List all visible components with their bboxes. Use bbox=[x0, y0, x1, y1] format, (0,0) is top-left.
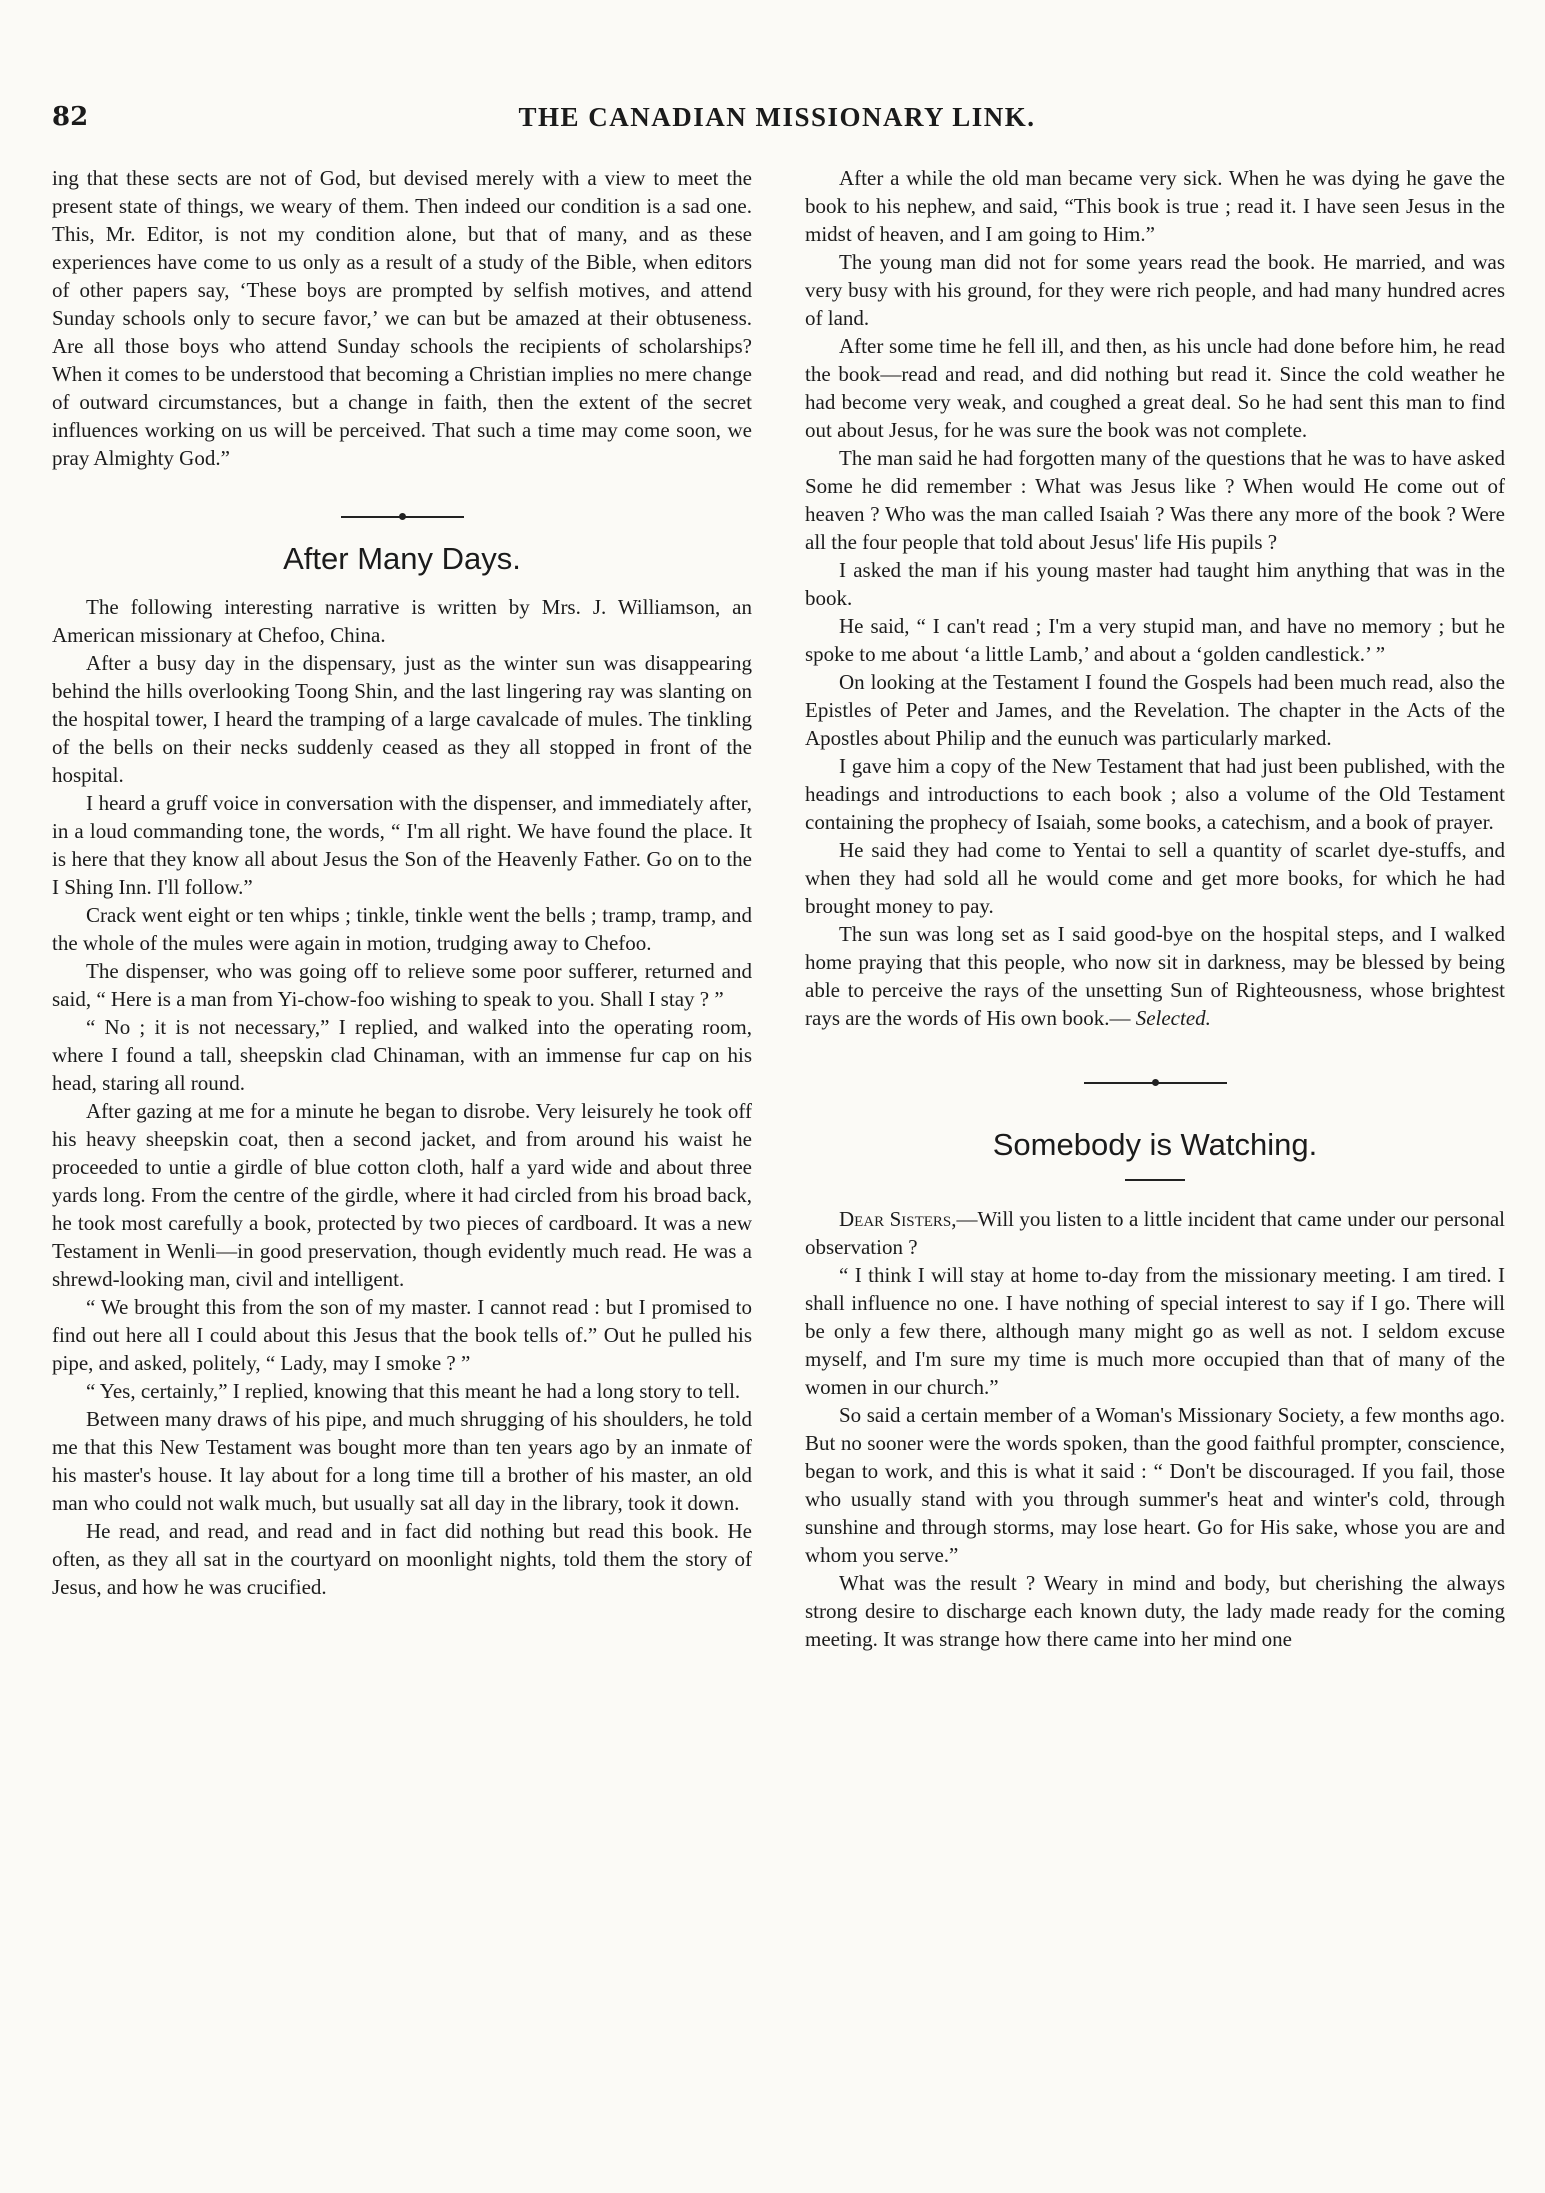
page-header bbox=[52, 100, 1502, 140]
article-source: Selected. bbox=[1135, 1006, 1211, 1030]
article-paragraph: “ We brought this from the son of my master. I cannot read : but I promised to find out here all I could about this Jesus that the book tells of.” Out he pulled his pipe, and asked, politely, “ Lady, may I smoke ? ” bbox=[52, 1295, 752, 1375]
continuation-paragraph: ing that these sects are not of God, but devised merely with a view to meet the present state of things, we weary of them. Then indeed our condition is a sad one. This, Mr. Editor, is not my condition alone, but that of many, and as these experiences have come to us only as a result of a study of the Bible, when editors of other papers say, ‘These boys are prompted by selfish motives, and attend Sunday schools only to secure favor,’ we can but be amazed at their obtuseness. Are all those boys who attend Sunday schools the recipients of scholarships? When it comes to be understood that becoming a Christian implies no mere change of outward circumstances, but a change in faith, then the extent of the secret influences working on us will be perceived. That such a time may come soon, we pray Almighty God.” bbox=[52, 166, 752, 470]
article-paragraph: The man said he had forgotten many of the questions that he was to have asked Some he did remember : What was Jesus like ? When would He come out of heaven ? Who was the man called Isaiah ? Was there any more of the book ? Were all the four people that told about Jesus' life His pupils ? bbox=[805, 446, 1505, 554]
article-paragraph: After gazing at me for a minute he began to disrobe. Very leisurely he took off his heavy sheepskin coat, then a second jacket, and from around his waist he proceeded to untie a girdle of blue cotton cloth, half a yard wide and about three yards long. From the centre of the girdle, where it had circled from his broad back, he took most carefully a book, protected by two pieces of cardboard. It was a new Testament in Wenli—in good preservation, though evidently much read. He was a shrewd-looking man, civil and intelligent. bbox=[52, 1099, 752, 1291]
article-paragraph: After a busy day in the dispensary, just as the winter sun was disappearing behind the hills overlooking Toong Shin, and the last lingering ray was slanting on the hospital tower, I heard the tramping of a large cavalcade of mules. The tinkling of the bells on their necks suddenly ceased as they all stopped in front of the hospital. bbox=[52, 651, 752, 787]
section-divider bbox=[52, 506, 752, 525]
article-paragraph: I gave him a copy of the New Testament that had just been published, with the headings and introductions to each book ; also a volume of the Old Testament containing the prophecy of Isaiah, some books, a catechism, and a book of prayer. bbox=[805, 754, 1505, 834]
article-paragraph: After a while the old man became very sick. When he was dying he gave the book to his nephew, and said, “This book is true ; read it. I have seen Jesus in the midst of heaven, and I am going to Him.” bbox=[805, 166, 1505, 246]
article-paragraph: “ No ; it is not necessary,” I replied, and walked into the operating room, where I found a tall, sheepskin clad Chinaman, with an immense fur cap on his head, staring all round. bbox=[52, 1015, 752, 1095]
article-paragraph: “ I think I will stay at home to-day from the missionary meeting. I am tired. I shall influence no one. I have nothing of special interest to say if I go. There will be only a few there, although many might go as well as not. I seldom excuse myself, and I'm sure my time is much more occupied than that of many of the women in our church.” bbox=[805, 1263, 1505, 1399]
page-number: 82 bbox=[52, 102, 89, 132]
article-heading: After Many Days. bbox=[283, 541, 521, 576]
article-paragraph: After some time he fell ill, and then, as his uncle had done before him, he read the book—read and read, and did nothing but read it. Since the cold weather he had become very weak, and coughed a great deal. So he had sent this man to find out about Jesus, for he was sure the book was not complete. bbox=[805, 334, 1505, 442]
article-paragraph: He said they had come to Yentai to sell a quantity of scarlet dye-stuffs, and when they had sold all he would come and get more books, for which he had brought money to pay. bbox=[805, 838, 1505, 918]
salutation: Dear Sisters, bbox=[839, 1207, 957, 1231]
article-paragraph: The young man did not for some years read the book. He married, and was very busy with his ground, for they were rich people, and had many hundred acres of land. bbox=[805, 250, 1505, 330]
heading-underline bbox=[1125, 1179, 1185, 1181]
left-column bbox=[52, 164, 752, 1601]
article-paragraph: On looking at the Testament I found the Gospels had been much read, also the Epistles of Peter and James, and the Revelation. The chapter in the Acts of the Apostles about Philip and the eunuch was particularly marked. bbox=[805, 670, 1505, 750]
article-paragraph: I asked the man if his young master had taught him anything that was in the book. bbox=[805, 558, 1505, 610]
article-paragraph: The following interesting narrative is written by Mrs. J. Williamson, an American missionary at Chefoo, China. bbox=[52, 595, 752, 647]
article-paragraph: “ Yes, certainly,” I replied, knowing that this meant he had a long story to tell. bbox=[86, 1379, 741, 1403]
section-divider bbox=[805, 1072, 1505, 1091]
article-paragraph: What was the result ? Weary in mind and body, but cherishing the always strong desire to discharge each known duty, the lady made ready for the coming meeting. It was strange how there came into her mind one bbox=[805, 1571, 1505, 1651]
article-paragraph: I heard a gruff voice in conversation with the dispenser, and immediately after, in a loud commanding tone, the words, “ I'm all right. We have found the place. It is here that they know all about Jesus the Son of the Heavenly Father. Go on to the I Shing Inn. I'll follow.” bbox=[52, 791, 752, 899]
article-paragraph: Between many draws of his pipe, and much shrugging of his shoulders, he told me that this New Testament was bought more than ten years ago by an inmate of his master's house. It lay about for a long time till a brother of his master, an old man who could not walk much, but usually sat all day in the library, took it down. bbox=[52, 1407, 752, 1515]
article-paragraph: The dispenser, who was going off to relieve some poor sufferer, returned and said, “ Here is a man from Yi-chow-foo wishing to speak to you. Shall I stay ? ” bbox=[52, 959, 752, 1011]
running-title: THE CANADIAN MISSIONARY LINK. bbox=[518, 102, 1036, 132]
article-paragraph: Crack went eight or ten whips ; tinkle, tinkle went the bells ; tramp, tramp, and the whole of the mules were again in motion, trudging away to Chefoo. bbox=[52, 903, 752, 955]
article-paragraph bbox=[805, 920, 1505, 1032]
second-article-heading: Somebody is Watching. bbox=[992, 1127, 1318, 1162]
closing-text: The sun was long set as I said good-bye on the hospital steps, and I walked home praying that this people, who now sit in darkness, may be blessed by being able to perceive the rays of the unsetting Sun of Righteousness, whose brightest rays are the words of His own book.— bbox=[805, 922, 1505, 1030]
article-paragraph bbox=[805, 1205, 1505, 1261]
article-paragraph: He said, “ I can't read ; I'm a very stupid man, and have no memory ; but he spoke to me about ‘a little Lamb,’ and about a ‘golden candlestick.’ ” bbox=[805, 614, 1505, 666]
article-paragraph: So said a certain member of a Woman's Missionary Society, a few months ago. But no sooner were the words spoken, than the good faithful prompter, conscience, began to work, and this is what it said : “ Don't be discouraged. If you fail, those who usually stand with you through summer's heat and winter's cold, through sunshine and through storms, may lose heart. Go for His sake, whose you are and whom you serve.” bbox=[805, 1403, 1505, 1567]
paragraph-text: —Will you listen to a little incident that came under our personal observation ? bbox=[805, 1207, 1505, 1259]
right-column bbox=[805, 164, 1505, 1653]
article-paragraph: He read, and read, and read and in fact did nothing but read this book. He often, as they all sat in the courtyard on moonlight nights, told them the story of Jesus, and how he was crucified. bbox=[52, 1519, 752, 1599]
